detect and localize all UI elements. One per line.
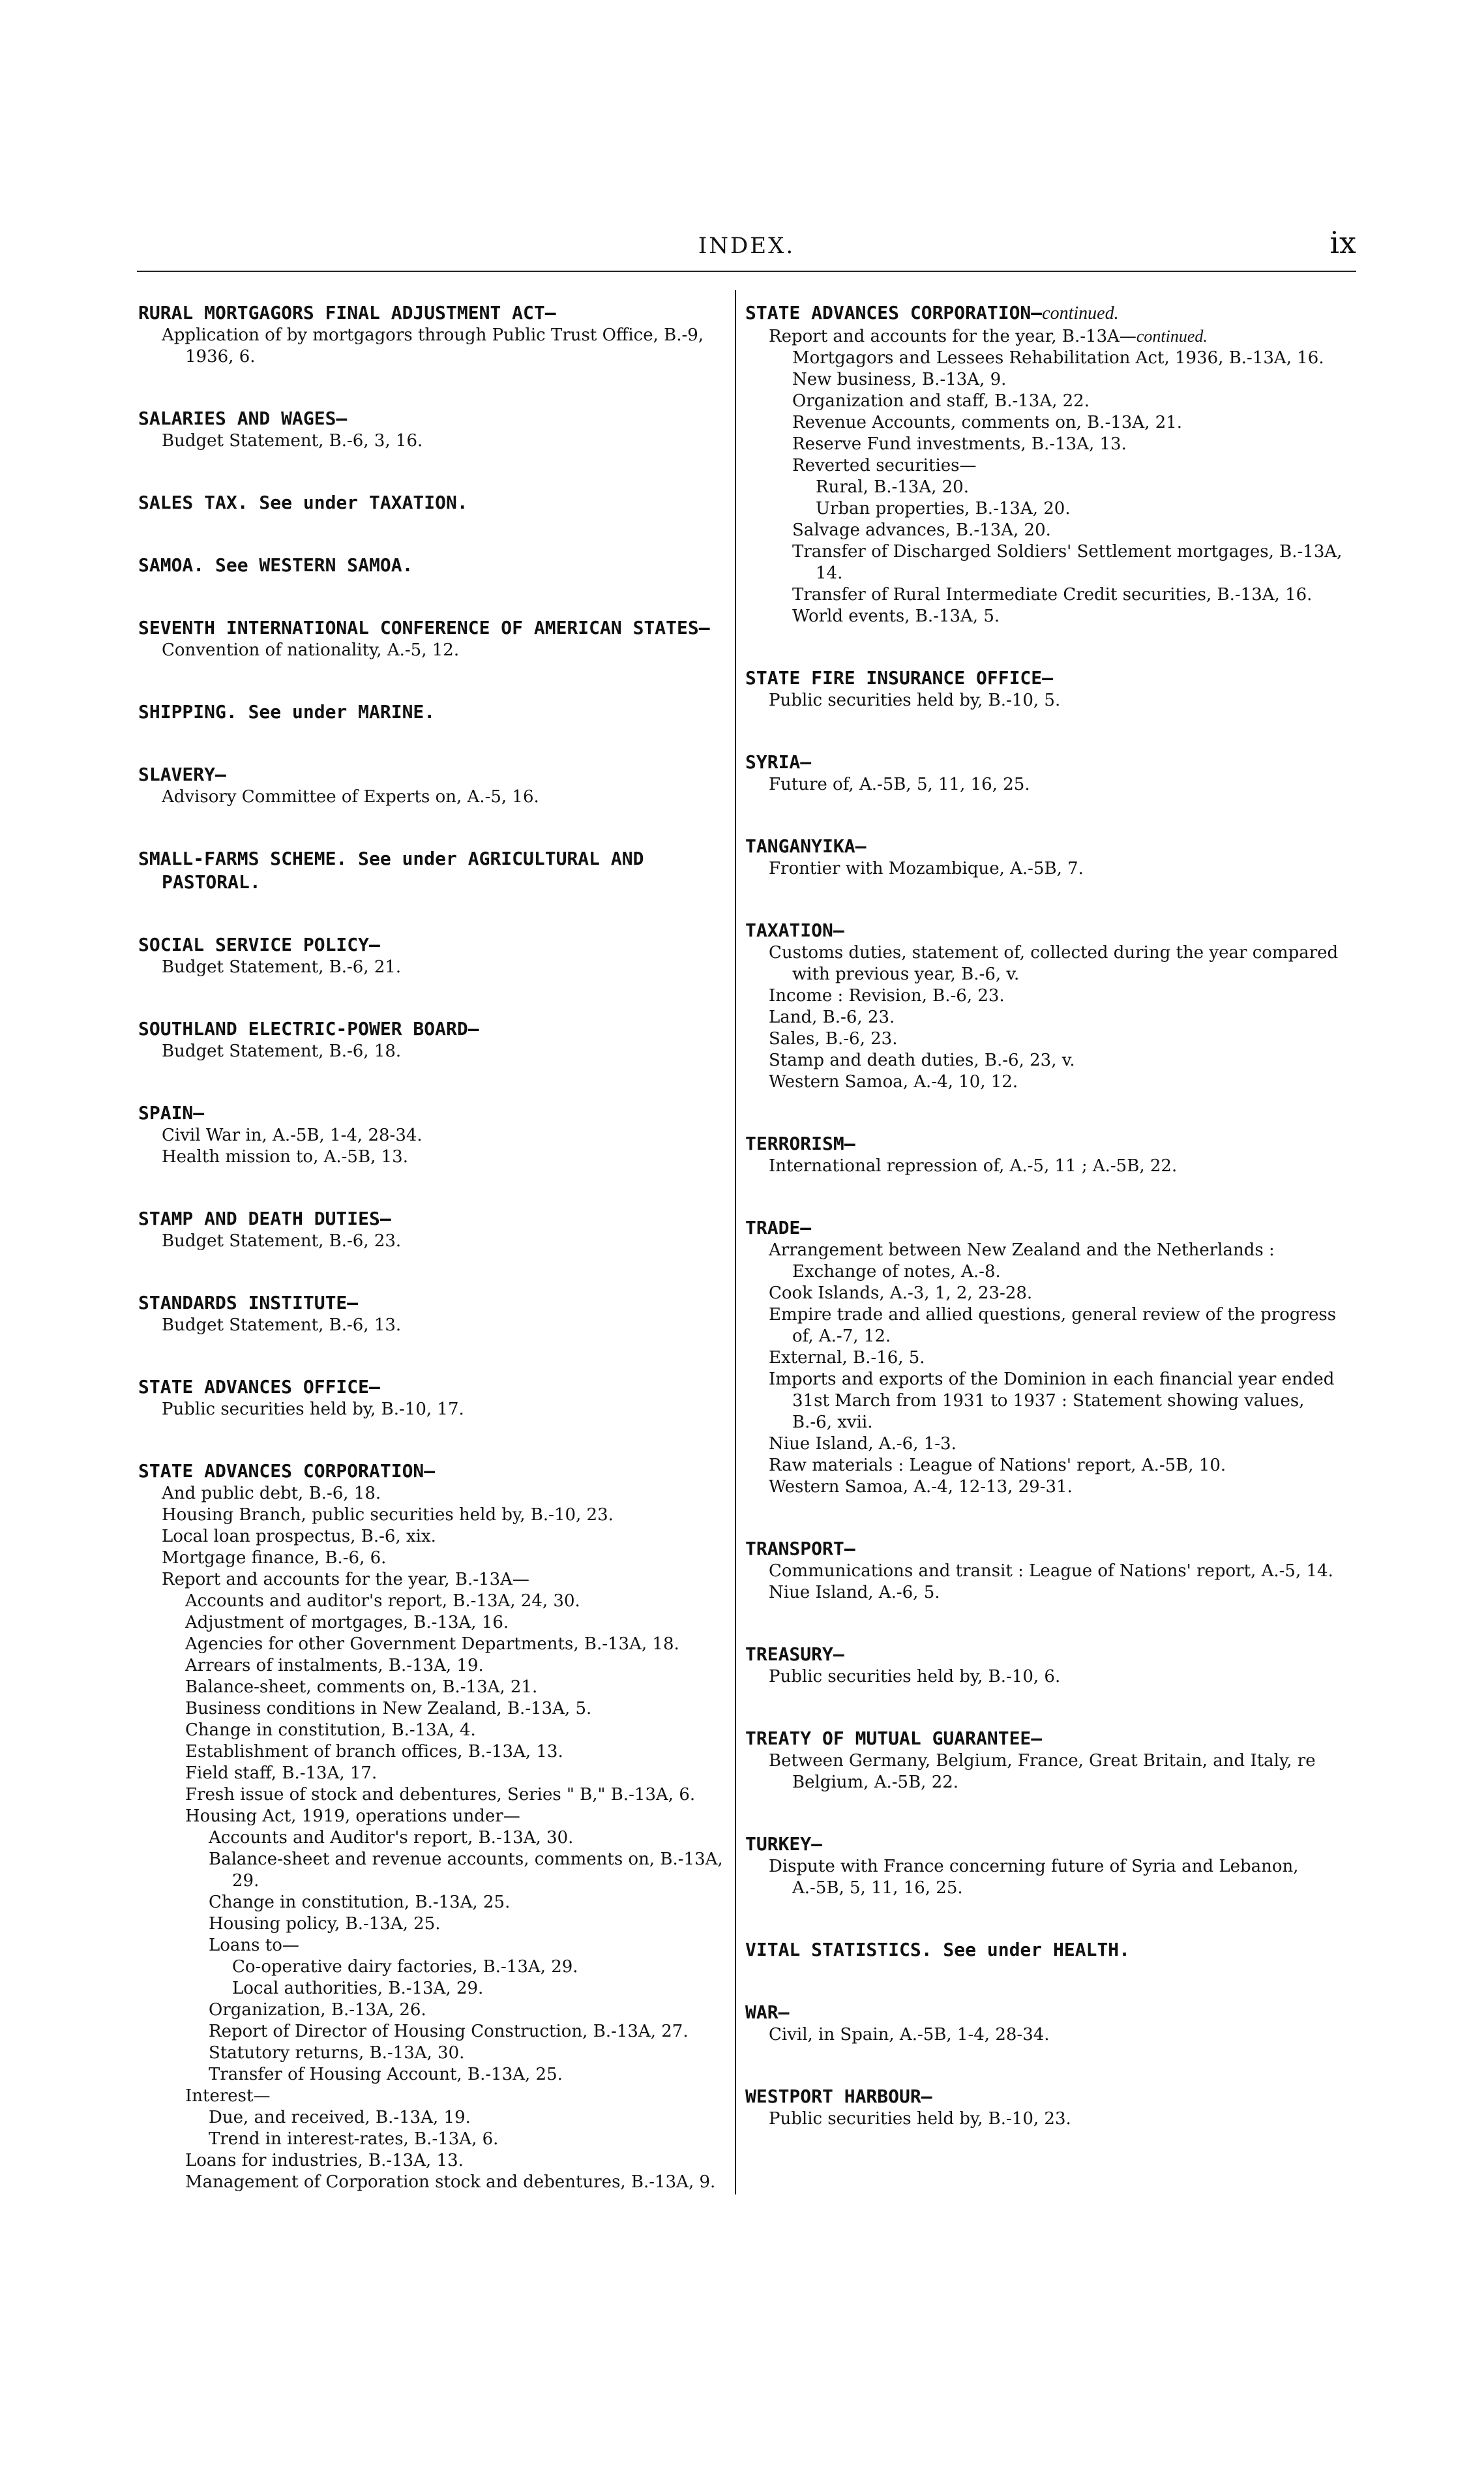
index-subentry-text: Budget Statement, B.-6, 18. — [162, 1041, 402, 1061]
index-subentry — [745, 369, 1345, 391]
index-subentry-text: Transfer of Rural Intermediate Credit securities, B.-13A, 16. — [792, 585, 1313, 605]
index-subentry — [745, 1007, 1345, 1028]
index-subentry-text: Mortgagors and Lessees Rehabilitation Act, 1936, B.-13A, 16. — [792, 348, 1324, 368]
index-subentry-text: Local authorities, B.-13A, 29. — [232, 1979, 484, 1998]
index-subentry — [138, 1935, 725, 1956]
index-subentry-text: Business conditions in New Zealand, B.-13A, 5. — [185, 1699, 592, 1718]
index-subentry — [745, 1240, 1345, 1283]
index-subentry — [745, 1304, 1345, 1347]
index-subentry — [745, 325, 1345, 348]
index-subentry — [745, 606, 1345, 627]
index-subentry-text: Interest— — [185, 2086, 271, 2106]
index-subentry — [745, 1028, 1345, 1050]
index-subentry-text: Report and accounts for the year, B.-13A— — [162, 1570, 529, 1589]
index-subentry-text: Budget Statement, B.-6, 3, 16. — [162, 431, 423, 451]
index-subentry-text: Report of Director of Housing Construction, B.-13A, 27. — [209, 2022, 689, 2041]
index-heading-text: STATE FIRE INSURANCE OFFICE— — [745, 667, 1054, 689]
index-subentry — [745, 690, 1345, 711]
index-subentry — [745, 1455, 1345, 1476]
index-subentry-text: Civil War in, A.-5B, 1-4, 28-34. — [162, 1126, 423, 1145]
index-heading-text: SLAVERY— — [138, 764, 226, 785]
index-heading-text: WESTPORT HARBOUR— — [745, 2086, 932, 2107]
index-heading — [745, 2085, 1345, 2108]
index-subentry-text: Report and accounts for the year, B.-13A— — [769, 327, 1136, 346]
index-entry — [138, 763, 725, 808]
index-subentry — [745, 2024, 1345, 2046]
index-subentry-text: Agencies for other Government Departments, B.-13A, 18. — [185, 1634, 679, 1654]
index-heading — [138, 1017, 725, 1041]
index-heading-text: SOCIAL SERVICE POLICY— — [138, 934, 380, 955]
index-subentry-text: Niue Island, A.-6, 1-3. — [769, 1434, 957, 1454]
index-subentry — [745, 1750, 1345, 1793]
index-heading-text: TURKEY— — [745, 1833, 823, 1855]
index-subentry — [745, 391, 1345, 412]
index-heading — [138, 1460, 725, 1483]
index-heading — [138, 1207, 725, 1231]
index-heading — [745, 919, 1345, 942]
index-subentry-text: Income : Revision, B.-6, 23. — [769, 986, 1005, 1006]
index-subentry — [745, 1476, 1345, 1498]
index-column-right — [745, 301, 1345, 2169]
index-heading-text: TRANSPORT— — [745, 1538, 855, 1559]
index-heading-text: SHIPPING. See under MARINE. — [138, 701, 436, 723]
index-entry — [138, 1291, 725, 1336]
index-heading-text: SAMOA. See WESTERN SAMOA. — [138, 554, 413, 576]
index-subentry — [745, 858, 1345, 880]
index-subentry — [745, 1856, 1345, 1899]
column-divider — [735, 290, 736, 2194]
index-heading — [138, 933, 725, 957]
index-subentry — [745, 520, 1345, 541]
index-entry — [745, 835, 1345, 880]
index-subentry-text: Public securities held by, B.-10, 6. — [769, 1667, 1061, 1686]
index-entry — [745, 1833, 1345, 1899]
index-subentry — [138, 2021, 725, 2043]
index-heading — [138, 1291, 725, 1315]
index-subentry-text: Urban properties, B.-13A, 20. — [816, 499, 1071, 518]
index-subentry — [138, 1999, 725, 2021]
index-subentry-text: Between Germany, Belgium, France, Great Britain, and Italy, re Belgium, A.-5B, 22. — [769, 1751, 1316, 1792]
index-subentry — [745, 584, 1345, 606]
index-subentry — [745, 1561, 1345, 1582]
index-subentry-text: Arrangement between New Zealand and the Netherlands : Exchange of notes, A.-8. — [769, 1240, 1275, 1281]
index-subentry-text: Public securities held by, B.-10, 23. — [769, 2109, 1071, 2129]
index-subentry — [138, 1956, 725, 1978]
index-heading-text: SMALL-FARMS SCHEME. See under AGRICULTURAL AND PASTORAL. — [138, 848, 644, 893]
index-heading-text: STAMP AND DEATH DUTIES— — [138, 1208, 391, 1229]
index-subentry-text: Health mission to, A.-5B, 13. — [162, 1147, 408, 1167]
index-entry — [138, 700, 725, 724]
index-heading-text: WAR— — [745, 2001, 790, 2023]
index-heading — [745, 751, 1345, 774]
index-subentry — [138, 1677, 725, 1698]
index-subentry-text: Public securities held by, B.-10, 17. — [162, 1400, 464, 1419]
index-subentry — [138, 1231, 725, 1252]
index-entry — [138, 1375, 725, 1420]
index-entry — [138, 554, 725, 577]
index-subentry-text: Niue Island, A.-6, 5. — [769, 1583, 940, 1602]
index-subentry-text: Imports and exports of the Dominion in each financial year ended 31st March from 1931 to 1937 : Statement showing values, B.-6, xvii. — [769, 1370, 1335, 1432]
index-subentry-text: Empire trade and allied questions, general review of the progress of, A.-7, 12. — [769, 1305, 1337, 1346]
index-heading-text: SALARIES AND WAGES— — [138, 408, 348, 429]
index-subentry-text: Fresh issue of stock and debentures, Series " B," B.-13A, 6. — [185, 1785, 696, 1805]
index-subentry — [745, 1369, 1345, 1433]
index-heading-text: STANDARDS INSTITUTE— — [138, 1292, 359, 1313]
index-entry — [745, 666, 1345, 711]
index-subentry — [138, 1125, 725, 1146]
index-subentry-text: Trend in interest-rates, B.-13A, 6. — [209, 2129, 499, 2149]
index-subentry-text: Organization, B.-13A, 26. — [209, 2000, 426, 2020]
index-entry — [138, 616, 725, 661]
index-subentry — [745, 477, 1345, 498]
index-subentry — [138, 1634, 725, 1655]
index-entry — [745, 1938, 1345, 1962]
index-subentry-text: Loans to— — [209, 1936, 299, 1955]
index-subentry — [138, 1315, 725, 1336]
index-subentry — [138, 2150, 725, 2172]
index-entry — [138, 847, 725, 894]
index-subentry-text: Arrears of instalments, B.-13A, 19. — [185, 1656, 484, 1675]
index-subentry — [138, 1548, 725, 1569]
index-subentry — [138, 1041, 725, 1062]
index-heading — [138, 1375, 725, 1399]
index-heading — [745, 1938, 1345, 1962]
index-subentry-text: Due, and received, B.-13A, 19. — [209, 2108, 471, 2127]
index-heading — [745, 2001, 1345, 2024]
index-entry — [138, 1017, 725, 1062]
index-heading — [745, 1132, 1345, 1156]
index-subentry — [745, 1283, 1345, 1304]
index-entry — [745, 919, 1345, 1093]
index-subentry — [745, 1582, 1345, 1604]
index-heading — [138, 554, 725, 577]
index-entry — [138, 407, 725, 452]
index-subentry — [745, 2108, 1345, 2130]
index-heading — [138, 1101, 725, 1125]
index-subentry — [138, 1806, 725, 1827]
index-subentry — [138, 1720, 725, 1741]
page-title: INDEX. — [698, 233, 795, 259]
index-subentry — [745, 1347, 1345, 1369]
index-subentry-text: International repression of, A.-5, 11 ; A.-5B, 22. — [769, 1156, 1178, 1176]
index-subentry — [138, 2172, 725, 2193]
index-subentry-text: Statutory returns, B.-13A, 30. — [209, 2043, 465, 2063]
index-subentry — [745, 412, 1345, 434]
index-subentry-text: Application of by mortgagors through Public Trust Office, B.-9, 1936, 6. — [162, 325, 704, 367]
index-entry — [745, 751, 1345, 796]
index-entry — [745, 1643, 1345, 1688]
index-subentry-text: Dispute with France concerning future of Syria and Lebanon, A.-5B, 5, 11, 16, 25. — [769, 1857, 1299, 1898]
index-heading-text: SALES TAX. See under TAXATION. — [138, 492, 468, 513]
index-subentry — [138, 2086, 725, 2107]
index-heading-text: TREASURY— — [745, 1643, 844, 1665]
index-heading — [138, 491, 725, 515]
index-subentry-text: Accounts and auditor's report, B.-13A, 24, 30. — [185, 1591, 580, 1611]
index-subentry-text: Mortgage finance, B.-6, 6. — [162, 1548, 387, 1568]
index-heading — [745, 1643, 1345, 1666]
index-subentry — [138, 430, 725, 452]
index-subentry — [138, 2064, 725, 2086]
index-subentry — [138, 957, 725, 978]
index-subentry — [745, 1666, 1345, 1688]
index-subentry — [745, 498, 1345, 520]
index-subentry-text: Western Samoa, A.-4, 12-13, 29-31. — [769, 1477, 1073, 1497]
index-heading-text: TAXATION— — [745, 920, 844, 941]
index-heading-text: SEVENTH INTERNATIONAL CONFERENCE OF AMERICAN STATES— — [138, 617, 710, 638]
index-subentry — [138, 2043, 725, 2064]
index-subentry — [745, 434, 1345, 455]
continued-label: continued. — [1136, 327, 1208, 346]
index-subentry — [138, 1827, 725, 1849]
index-heading — [138, 847, 725, 894]
index-entry — [138, 1207, 725, 1252]
index-subentry — [138, 1698, 725, 1720]
index-subentry — [138, 1505, 725, 1526]
index-entry — [745, 1132, 1345, 1177]
index-subentry — [138, 1741, 725, 1763]
index-subentry — [138, 1978, 725, 1999]
index-subentry-text: Establishment of branch offices, B.-13A, 13. — [185, 1742, 563, 1761]
index-heading — [138, 616, 725, 640]
index-subentry-text: Change in constitution, B.-13A, 4. — [185, 1720, 476, 1740]
index-subentry-text: Convention of nationality, A.-5, 12. — [162, 640, 460, 660]
index-heading-text: RURAL MORTGAGORS FINAL ADJUSTMENT ACT— — [138, 302, 556, 323]
index-heading — [138, 700, 725, 724]
index-subentry — [138, 1763, 725, 1784]
index-heading — [138, 407, 725, 430]
index-subentry-text: Rural, B.-13A, 20. — [816, 477, 969, 497]
index-heading-text: SPAIN— — [138, 1102, 205, 1124]
index-entry — [745, 1727, 1345, 1793]
index-subentry-text: Sales, B.-6, 23. — [769, 1029, 898, 1049]
index-subentry-text: New business, B.-13A, 9. — [792, 370, 1007, 389]
index-heading-text: TREATY OF MUTUAL GUARANTEE— — [745, 1728, 1043, 1749]
index-subentry — [745, 942, 1345, 985]
index-subentry-text: Stamp and death duties, B.-6, 23, v. — [769, 1051, 1075, 1070]
index-subentry — [745, 1156, 1345, 1177]
index-subentry — [745, 1050, 1345, 1071]
index-subentry — [138, 1483, 725, 1505]
index-subentry-text: Loans for industries, B.-13A, 13. — [185, 2151, 464, 2170]
index-subentry-text: World events, B.-13A, 5. — [792, 607, 1000, 626]
index-subentry-text: Customs duties, statement of, collected during the year compared with previous year, B.-6, v. — [769, 943, 1339, 984]
page-number: ix — [1329, 225, 1356, 260]
index-subentry — [138, 325, 725, 368]
header-rule — [137, 271, 1356, 272]
index-heading — [745, 1727, 1345, 1750]
index-heading — [745, 1216, 1345, 1240]
index-subentry — [745, 985, 1345, 1007]
continued-label: continued. — [1042, 303, 1119, 323]
index-subentry-text: Local loan prospectus, B.-6, xix. — [162, 1527, 436, 1546]
index-subentry-text: External, B.-16, 5. — [769, 1348, 925, 1368]
index-subentry-text: Housing policy, B.-13A, 25. — [209, 1914, 441, 1934]
index-subentry-text: Communications and transit : League of Nations' report, A.-5, 14. — [769, 1561, 1333, 1581]
index-entry — [745, 1537, 1345, 1604]
index-heading — [745, 1537, 1345, 1561]
index-subentry-text: Public securities held by, B.-10, 5. — [769, 691, 1061, 710]
index-subentry-text: Reverted securities— — [792, 456, 977, 475]
index-subentry — [138, 1591, 725, 1612]
index-subentry — [138, 1849, 725, 1892]
index-entry — [745, 2001, 1345, 2046]
index-subentry-text: Revenue Accounts, comments on, B.-13A, 21. — [792, 413, 1183, 432]
index-subentry — [138, 1146, 725, 1168]
index-subentry-text: Co-operative dairy factories, B.-13A, 29. — [232, 1957, 578, 1977]
index-heading-text: TERRORISM— — [745, 1133, 855, 1154]
index-subentry-text: Raw materials : League of Nations' report, A.-5B, 10. — [769, 1456, 1226, 1475]
index-subentry — [138, 1784, 725, 1806]
index-entry — [745, 1216, 1345, 1498]
index-heading — [745, 666, 1345, 690]
index-subentry-text: Change in constitution, B.-13A, 25. — [209, 1893, 511, 1912]
index-subentry — [745, 1071, 1345, 1093]
index-subentry-text: Balance-sheet and revenue accounts, comments on, B.-13A, 29. — [209, 1850, 723, 1891]
index-subentry-text: Accounts and Auditor's report, B.-13A, 30. — [209, 1828, 574, 1848]
index-subentry-text: Future of, A.-5B, 5, 11, 16, 25. — [769, 775, 1030, 794]
index-column-left — [138, 301, 725, 2232]
index-subentry — [138, 2129, 725, 2150]
index-subentry — [745, 1433, 1345, 1455]
index-entry — [138, 1101, 725, 1168]
index-subentry — [138, 1399, 725, 1420]
index-heading-text: SOUTHLAND ELECTRIC-POWER BOARD— — [138, 1018, 479, 1040]
index-subentry-text: Budget Statement, B.-6, 13. — [162, 1315, 402, 1335]
index-heading-text: SYRIA— — [745, 751, 812, 773]
index-entry — [138, 491, 725, 515]
index-subentry-text: Field staff, B.-13A, 17. — [185, 1763, 378, 1783]
index-heading-text: TANGANYIKA— — [745, 835, 867, 857]
page-header — [137, 225, 1356, 277]
index-subentry-text: Organization and staff, B.-13A, 22. — [792, 391, 1090, 411]
index-entry — [138, 933, 725, 978]
index-heading — [138, 763, 725, 786]
index-subentry-text: Civil, in Spain, A.-5B, 1-4, 28-34. — [769, 2025, 1050, 2044]
index-subentry — [138, 1913, 725, 1935]
index-subentry — [745, 455, 1345, 477]
index-subentry-text: Housing Branch, public securities held by, B.-10, 23. — [162, 1505, 614, 1525]
index-subentry — [745, 541, 1345, 584]
index-entry — [745, 2085, 1345, 2130]
index-subentry-text: Land, B.-6, 23. — [769, 1008, 895, 1027]
index-subentry — [138, 1892, 725, 1913]
index-subentry-text: Transfer of Discharged Soldiers' Settlement mortgages, B.-13A, 14. — [792, 542, 1343, 583]
index-heading — [745, 301, 1345, 325]
index-subentry-text: Management of Corporation stock and debentures, B.-13A, 9. — [185, 2172, 716, 2192]
index-entry — [138, 301, 725, 368]
index-subentry-text: Cook Islands, A.-3, 1, 2, 23-28. — [769, 1283, 1033, 1303]
index-subentry-text: Budget Statement, B.-6, 23. — [162, 1231, 402, 1251]
index-subentry — [138, 640, 725, 661]
index-subentry — [138, 1612, 725, 1634]
index-subentry-text: Balance-sheet, comments on, B.-13A, 21. — [185, 1677, 538, 1697]
index-heading-text: TRADE— — [745, 1217, 812, 1238]
index-heading — [745, 1833, 1345, 1856]
index-heading — [138, 301, 725, 325]
index-heading-text: STATE ADVANCES CORPORATION— — [745, 302, 1043, 323]
index-subentry-text: Western Samoa, A.-4, 10, 12. — [769, 1072, 1018, 1092]
index-entry — [138, 1460, 725, 2193]
index-subentry — [138, 786, 725, 808]
index-subentry-text: Salvage advances, B.-13A, 20. — [792, 520, 1051, 540]
index-heading-text: STATE ADVANCES OFFICE— — [138, 1376, 380, 1398]
index-subentry — [138, 1526, 725, 1548]
index-heading-text: STATE ADVANCES CORPORATION— — [138, 1460, 436, 1482]
index-subentry-text: And public debt, B.-6, 18. — [162, 1484, 381, 1503]
index-subentry — [745, 348, 1345, 369]
index-subentry-text: Budget Statement, B.-6, 21. — [162, 957, 402, 977]
index-subentry — [138, 1655, 725, 1677]
index-heading-text: VITAL STATISTICS. See under HEALTH. — [745, 1939, 1131, 1960]
index-subentry-text: Adjustment of mortgages, B.-13A, 16. — [185, 1613, 509, 1632]
index-heading — [745, 835, 1345, 858]
index-subentry — [138, 1569, 725, 1591]
index-subentry-text: Reserve Fund investments, B.-13A, 13. — [792, 434, 1127, 454]
index-subentry — [138, 2107, 725, 2129]
index-subentry-text: Housing Act, 1919, operations under— — [185, 1806, 520, 1826]
index-subentry-text: Advisory Committee of Experts on, A.-5, 16. — [162, 787, 539, 807]
index-subentry-text: Frontier with Mozambique, A.-5B, 7. — [769, 859, 1084, 878]
index-subentry — [745, 774, 1345, 796]
index-entry — [745, 301, 1345, 627]
index-subentry-text: Transfer of Housing Account, B.-13A, 25. — [209, 2065, 563, 2084]
